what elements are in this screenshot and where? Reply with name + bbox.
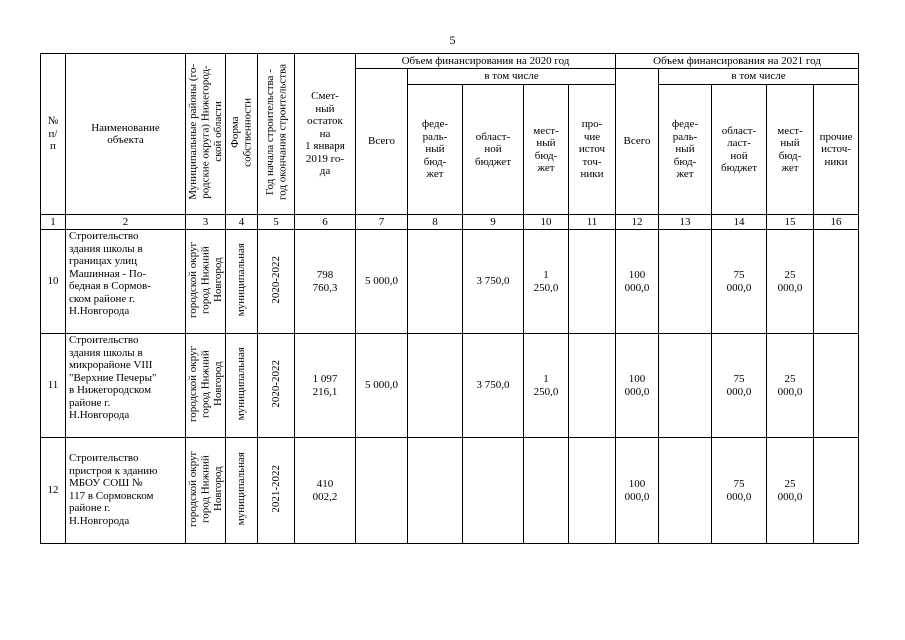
- row-other-2020: [569, 438, 616, 544]
- header-total-2020: Всего: [356, 69, 408, 215]
- header-regional-2020: област- ной бюджет: [463, 85, 524, 215]
- col-number: 1: [41, 215, 66, 230]
- row-other-2021: [814, 230, 859, 334]
- row-num: 12: [41, 438, 66, 544]
- header-incl-2020: в том числе: [408, 69, 616, 85]
- col-number: 8: [408, 215, 463, 230]
- row-local-2020: 1 250,0: [524, 334, 569, 438]
- header-name: Наименование объекта: [66, 54, 186, 215]
- row-federal-2020: [408, 334, 463, 438]
- page-number: 5: [449, 33, 456, 47]
- col-number: 6: [295, 215, 356, 230]
- col-number: 13: [659, 215, 712, 230]
- row-estimate: 1 097 216,1: [295, 334, 356, 438]
- header-other-2021: прочие источ- ники: [814, 85, 859, 215]
- header-local-2021: мест- ный бюд- жет: [767, 85, 814, 215]
- row-ownership: муниципальная: [226, 334, 258, 438]
- table-row: [41, 438, 859, 544]
- row-regional-2021: 75 000,0: [712, 230, 767, 334]
- row-years: 2020-2022: [258, 334, 295, 438]
- col-number: 11: [569, 215, 616, 230]
- header-years: Год начала строительства - год окончания строительства: [258, 54, 295, 215]
- row-estimate: 410 002,2: [295, 438, 356, 544]
- col-number: 9: [463, 215, 524, 230]
- row-regional-2020: 3 750,0: [463, 334, 524, 438]
- header-fin-2020: Объем финансирования на 2020 год: [356, 54, 616, 69]
- col-number: 14: [712, 215, 767, 230]
- row-federal-2021: [659, 230, 712, 334]
- row-regional-2021: 75 000,0: [712, 438, 767, 544]
- header-other-2020: про- чие источ точ- ники: [569, 85, 616, 215]
- table-row: [41, 334, 859, 438]
- row-federal-2020: [408, 438, 463, 544]
- header-ownership: Форма собственности: [226, 54, 258, 215]
- row-years: 2020-2022: [258, 230, 295, 334]
- col-number: 5: [258, 215, 295, 230]
- header-municipal: Муниципальные районы (го- родские округа) Нижегород- ской области: [186, 54, 226, 215]
- header-federal-2021: феде- раль- ный бюд- жет: [659, 85, 712, 215]
- row-local-2021: 25 000,0: [767, 438, 814, 544]
- column-number-row: [41, 215, 859, 230]
- row-regional-2020: [463, 438, 524, 544]
- row-estimate: 798 760,3: [295, 230, 356, 334]
- header-regional-2021: област- ласт- ной бюджет: [712, 85, 767, 215]
- row-num: 10: [41, 230, 66, 334]
- row-num: 11: [41, 334, 66, 438]
- row-total-2020: [356, 438, 408, 544]
- col-number: 2: [66, 215, 186, 230]
- header-incl-2021: в том числе: [659, 69, 859, 85]
- row-other-2020: [569, 334, 616, 438]
- row-total-2020: 5 000,0: [356, 334, 408, 438]
- header-total-2021: Всего: [616, 69, 659, 215]
- row-federal-2021: [659, 438, 712, 544]
- financing-table: [40, 53, 859, 544]
- col-number: 3: [186, 215, 226, 230]
- row-regional-2020: 3 750,0: [463, 230, 524, 334]
- row-federal-2020: [408, 230, 463, 334]
- row-regional-2021: 75 000,0: [712, 334, 767, 438]
- col-number: 10: [524, 215, 569, 230]
- col-number: 16: [814, 215, 859, 230]
- row-other-2021: [814, 438, 859, 544]
- col-number: 7: [356, 215, 408, 230]
- row-ownership: муниципальная: [226, 230, 258, 334]
- row-federal-2021: [659, 334, 712, 438]
- row-total-2021: 100 000,0: [616, 438, 659, 544]
- row-name: Строительство пристроя к зданию МБОУ СОШ № 117 в Сормовском районе г. Н.Новгорода: [66, 438, 186, 544]
- row-municipal: городской округ город Нижний Новгород: [186, 334, 226, 438]
- row-total-2021: 100 000,0: [616, 230, 659, 334]
- row-local-2020: [524, 438, 569, 544]
- row-total-2020: 5 000,0: [356, 230, 408, 334]
- header-fin-2021: Объем финансирования на 2021 год: [616, 54, 859, 69]
- header-num: № п/ п: [41, 54, 66, 215]
- row-years: 2021-2022: [258, 438, 295, 544]
- col-number: 4: [226, 215, 258, 230]
- col-number: 12: [616, 215, 659, 230]
- row-ownership: муниципальная: [226, 438, 258, 544]
- row-municipal: городской округ город Нижний Новгород: [186, 230, 226, 334]
- header-local-2020: мест- ный бюд- жет: [524, 85, 569, 215]
- row-local-2021: 25 000,0: [767, 334, 814, 438]
- header-federal-2020: феде- раль- ный бюд- жет: [408, 85, 463, 215]
- header-estimate: Смет- ный остаток на 1 января 2019 го- да: [295, 54, 356, 215]
- row-local-2020: 1 250,0: [524, 230, 569, 334]
- row-name: Строительство здания школы в микрорайоне VIII "Верхние Печеры" в Нижегородском районе г. Н.Новгорода: [66, 334, 186, 438]
- row-other-2020: [569, 230, 616, 334]
- row-name: Строительство здания школы в границах улиц Машинная - По- бедная в Сормов- ском районе г. Н.Новгорода: [66, 230, 186, 334]
- row-municipal: городской округ город Нижний Новгород: [186, 438, 226, 544]
- table-row: [41, 230, 859, 334]
- row-local-2021: 25 000,0: [767, 230, 814, 334]
- col-number: 15: [767, 215, 814, 230]
- row-other-2021: [814, 334, 859, 438]
- row-total-2021: 100 000,0: [616, 334, 659, 438]
